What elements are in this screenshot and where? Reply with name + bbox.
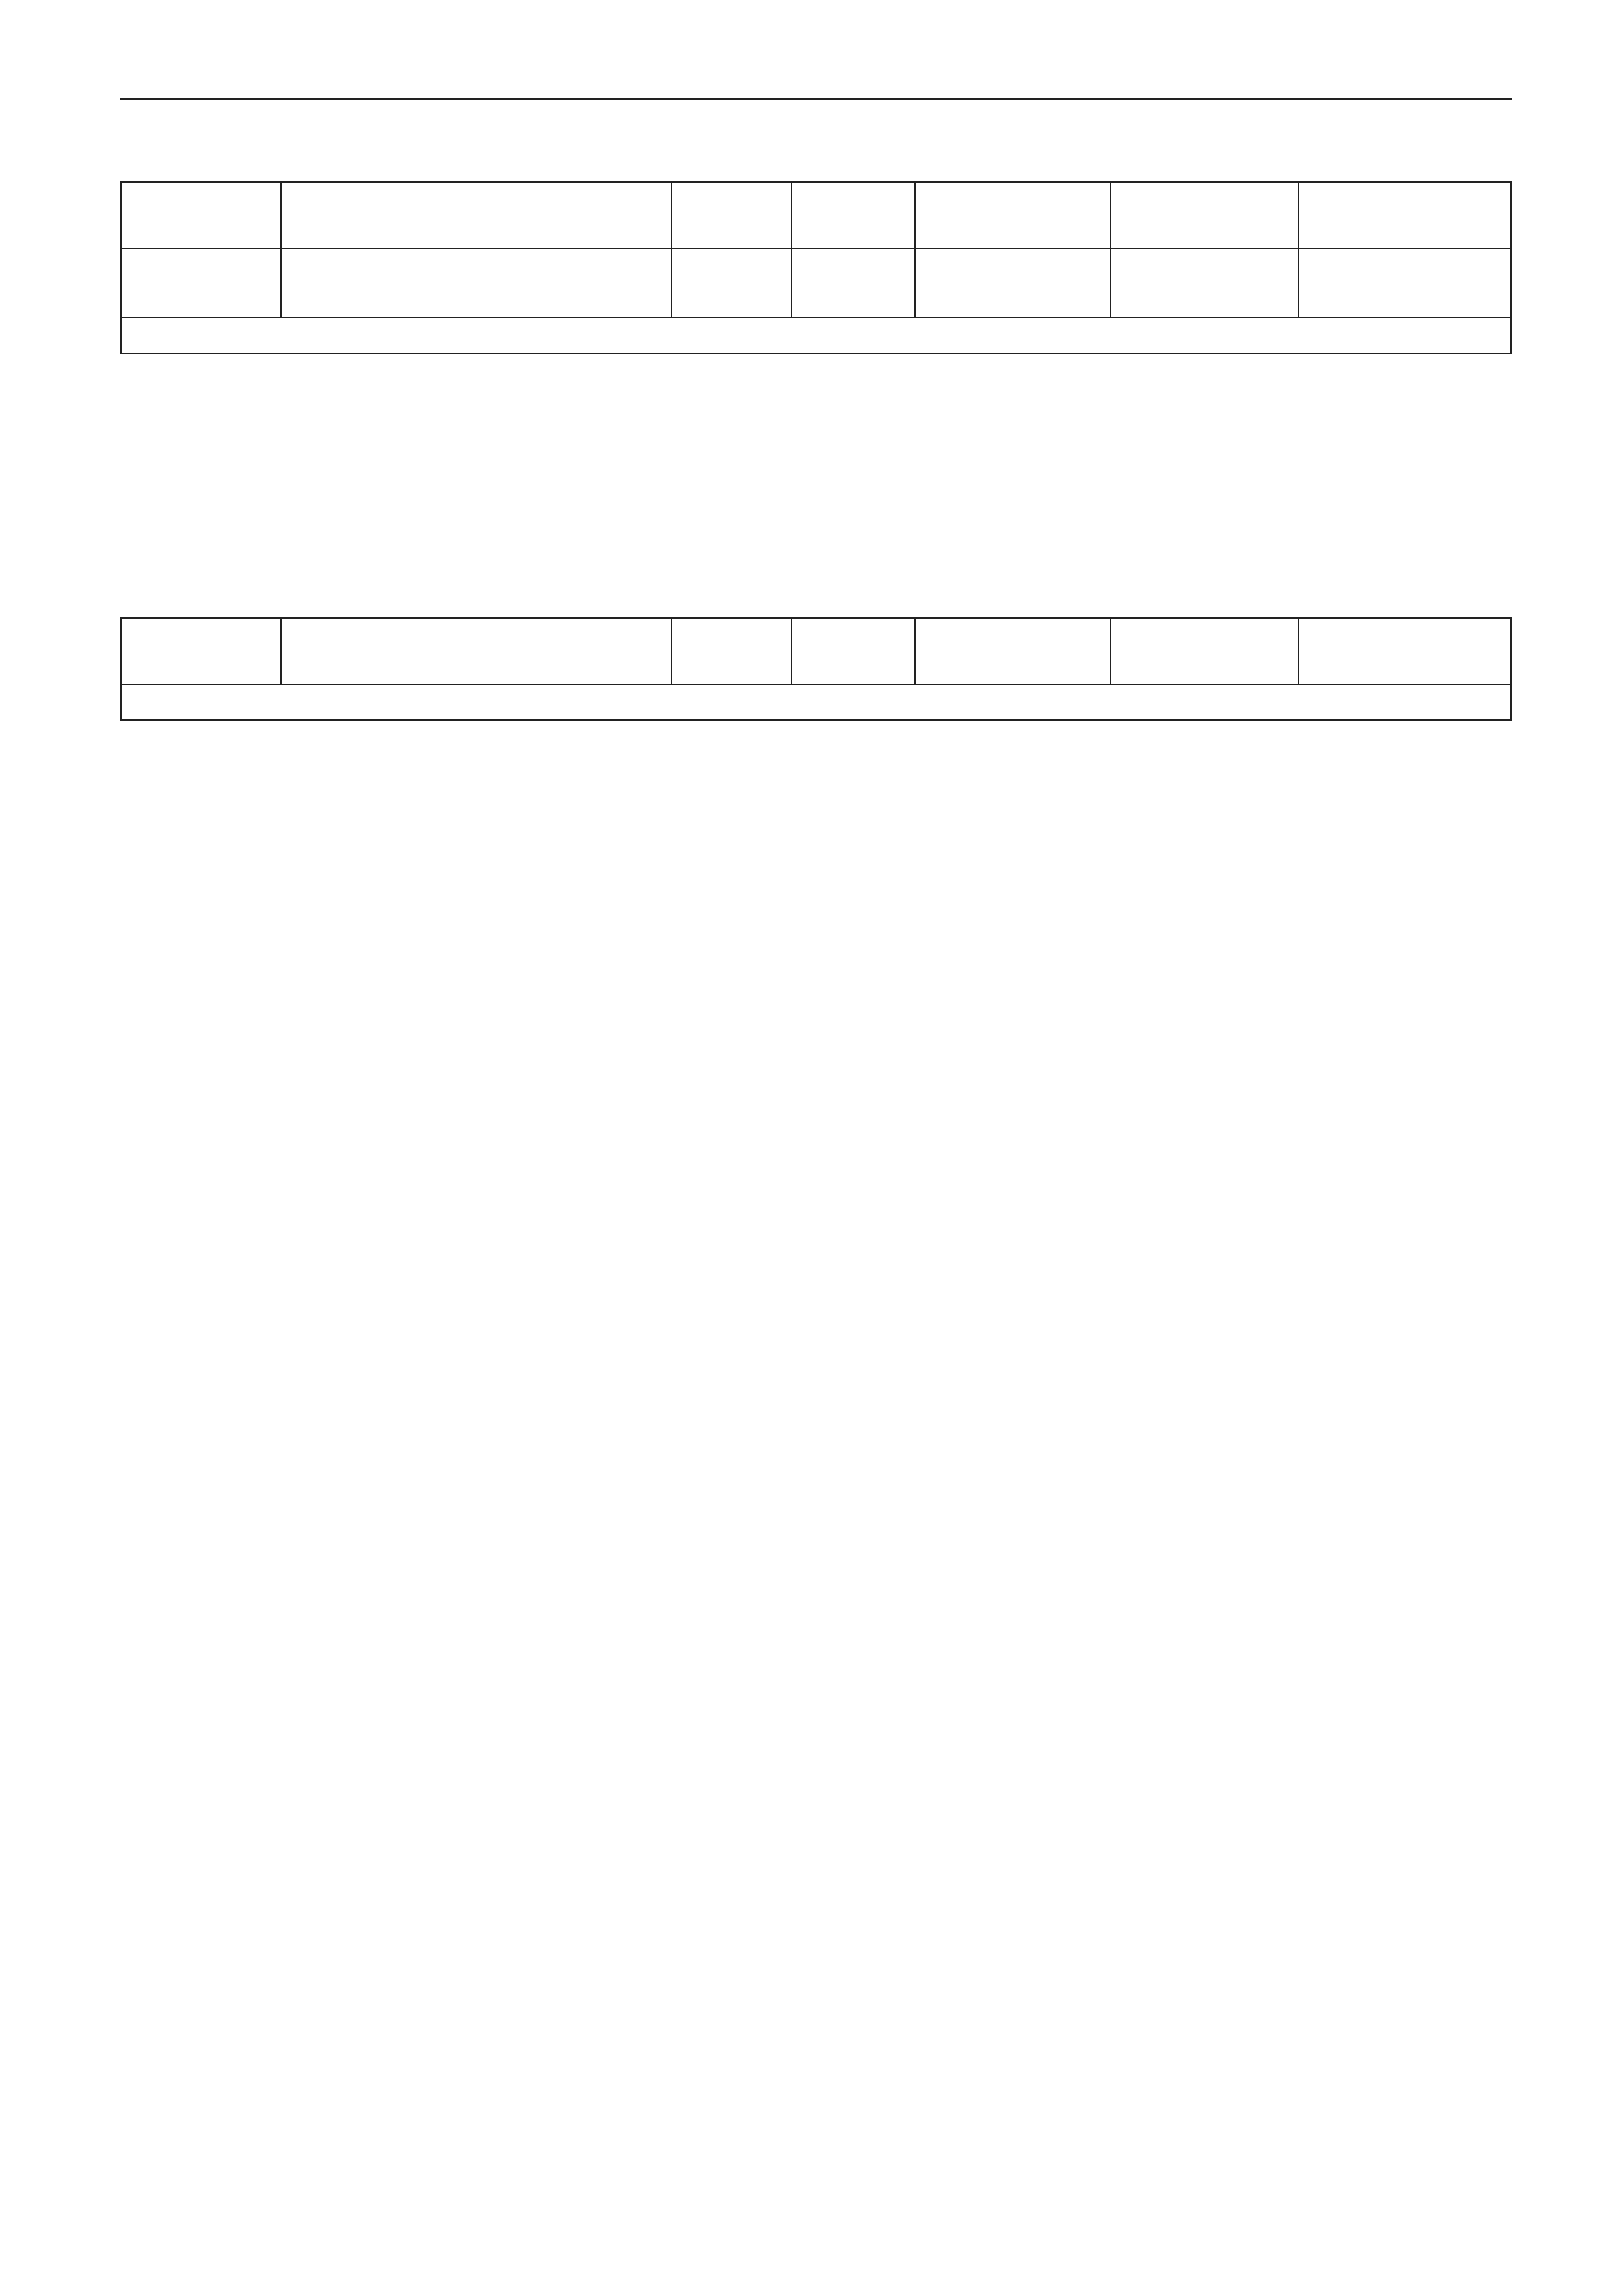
col-v2 <box>1110 618 1299 684</box>
table-row <box>122 248 1511 317</box>
col-v1 <box>915 618 1110 684</box>
col-unit <box>671 618 792 684</box>
col-price <box>792 618 915 684</box>
col-price <box>792 182 915 248</box>
running-header <box>120 56 1512 100</box>
resource-table <box>120 617 1512 721</box>
section-label <box>122 317 1511 354</box>
col-v1 <box>915 182 1110 248</box>
col-v2 <box>1110 182 1299 248</box>
cost-table <box>120 181 1512 354</box>
col-unit <box>671 182 792 248</box>
col-name <box>281 182 671 248</box>
col-code <box>122 182 281 248</box>
section-label <box>122 684 1511 721</box>
col-v3 <box>1299 618 1511 684</box>
col-code <box>122 618 281 684</box>
col-v3 <box>1299 182 1511 248</box>
col-name <box>281 618 671 684</box>
